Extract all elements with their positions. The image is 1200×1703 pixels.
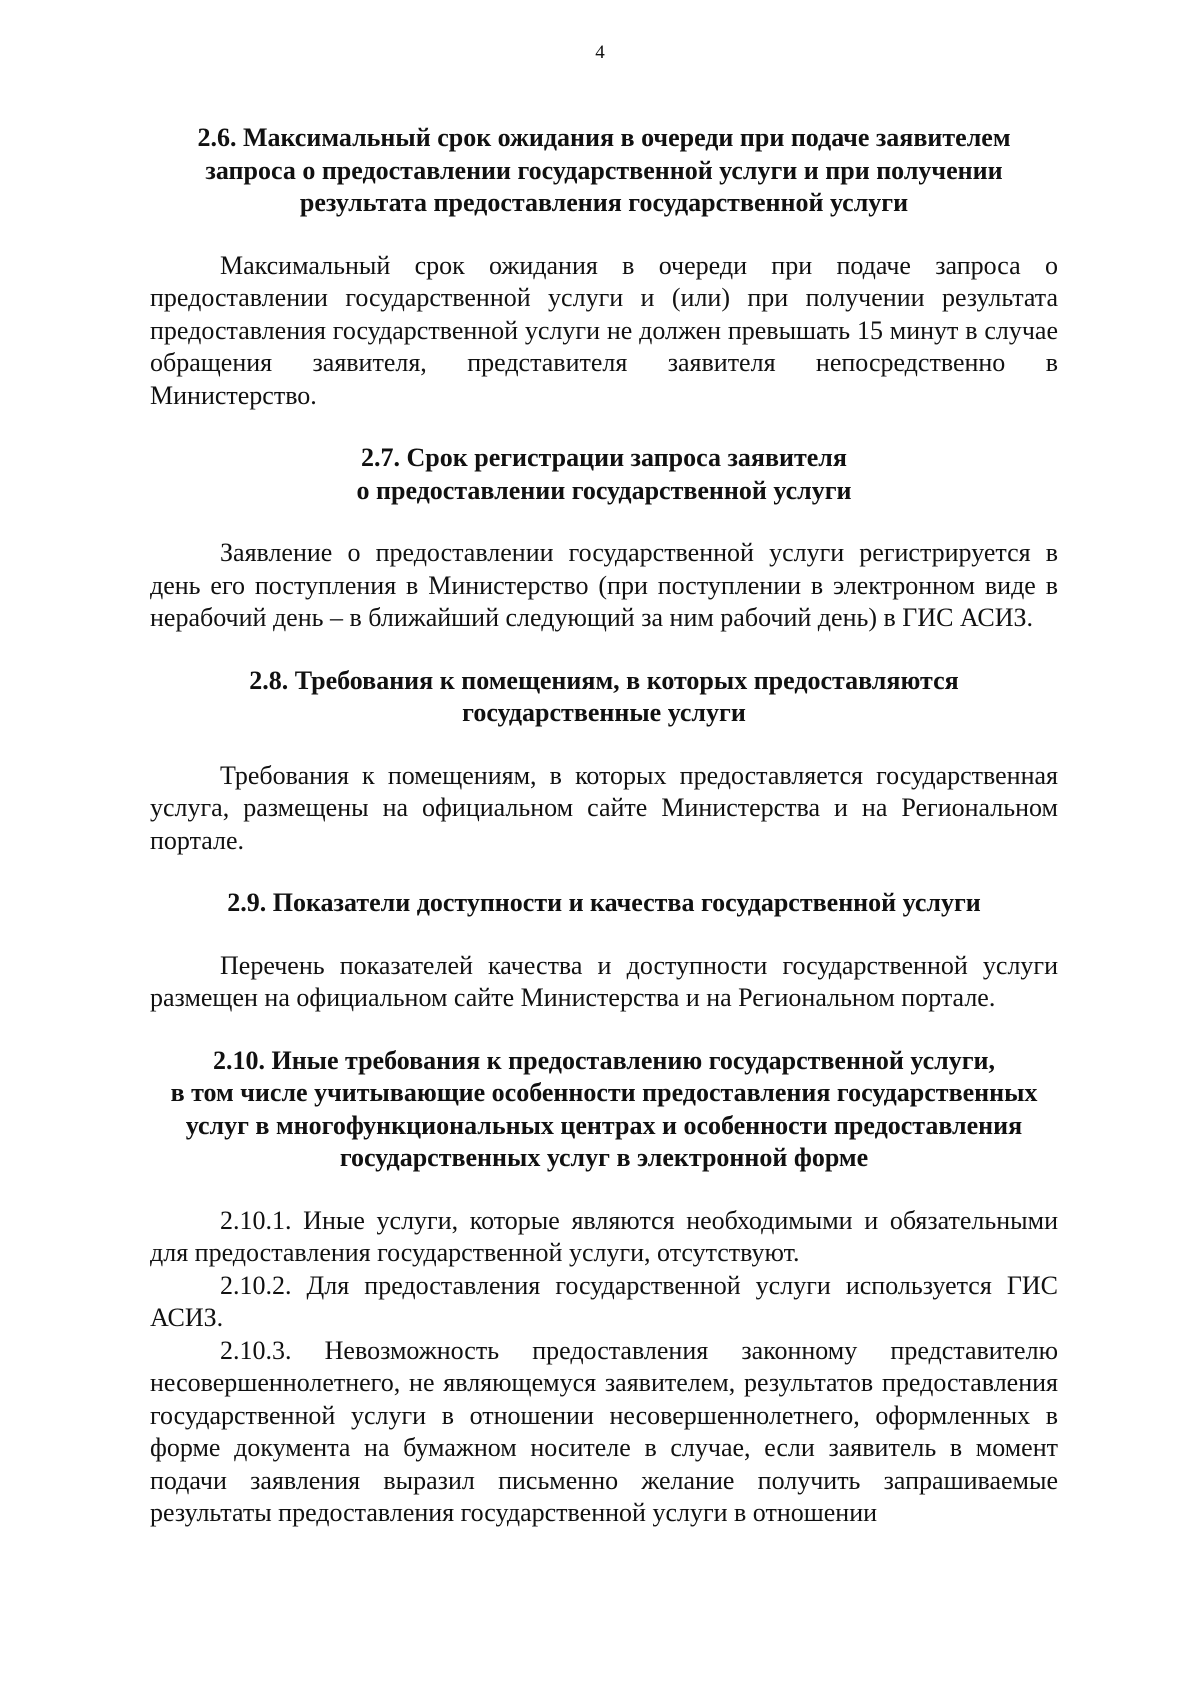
heading-line: 2.6. Максимальный срок ожидания в очереди при подаче заявителем: [197, 123, 1011, 152]
section-2-8-heading: [150, 665, 1058, 730]
heading-line: государственных услуг в электронной форме: [339, 1143, 869, 1172]
heading-line: государственные услуги: [462, 698, 746, 727]
heading-line: 2.7. Срок регистрации запроса заявителя: [361, 443, 847, 472]
subsection-2-10-2-paragraph: 2.10.2. Для предоставления государственной услуги используется ГИС АСИЗ.: [150, 1270, 1058, 1332]
subsection-2-10-1-paragraph: 2.10.1. Иные услуги, которые являются необходимыми и обязательными для предоставления государственной услуги, отсутствуют.: [150, 1205, 1058, 1267]
section-2-8-paragraph: Требования к помещениям, в которых предоставляется государственная услуга, размещены на официальном сайте Министерства и на Региональном портале.: [150, 760, 1058, 855]
section-2-6-heading: [150, 122, 1058, 220]
heading-line: запроса о предоставлении государственной услуги и при получении: [205, 155, 1003, 185]
heading-line: услуг в многофункциональных центрах и особенности предоставления: [185, 1110, 1023, 1140]
heading-line: 2.10. Иные требования к предоставлению государственной услуги,: [212, 1045, 996, 1075]
heading-line: 2.9. Показатели доступности и качества государственной услуги: [227, 888, 981, 917]
section-2-7-heading: [150, 442, 1058, 507]
heading-line: 2.8. Требования к помещениям, в которых предоставляются: [249, 665, 959, 695]
heading-line: о предоставлении государственной услуги: [356, 475, 852, 505]
subsection-2-10-3-paragraph: 2.10.3. Невозможность предоставления законному представителю несовершеннолетнего, не являющемуся заявителем, результатов предоставления государственной услуги в отношении несовершеннолетнего, оформленных в форме документа на бумажном носителе в случае, если заявитель в момент подачи заявления выразил письменно желание получить запрашиваемые результаты предоставления государственной услуги в отношении: [150, 1335, 1058, 1527]
section-2-9-paragraph: Перечень показателей качества и доступности государственной услуги размещен на официальном сайте Министерства и на Региональном портале.: [150, 950, 1058, 1012]
section-2-7-paragraph: Заявление о предоставлении государственной услуги регистрируется в день его поступления в Министерство (при поступлении в электронном виде в нерабочий день – в ближайший следующий за ним рабочий день) в ГИС АСИЗ.: [150, 538, 1058, 632]
section-2-10-heading: [150, 1045, 1058, 1175]
section-2-9-heading: [150, 887, 1058, 920]
heading-line: в том числе учитывающие особенности предоставления государственных: [170, 1078, 1038, 1107]
page-number: 4: [595, 42, 605, 63]
heading-line: результата предоставления государственной услуги: [299, 188, 909, 217]
section-2-6-paragraph: Максимальный срок ожидания в очереди при подаче запроса о предоставлении государственной услуги и (или) при получении результата предоставления государственной услуги не должен превышать 15 минут в случае обращения заявителя, представителя заявителя непосредственно в Министерство.: [150, 250, 1058, 410]
document-body: [150, 122, 1058, 1530]
